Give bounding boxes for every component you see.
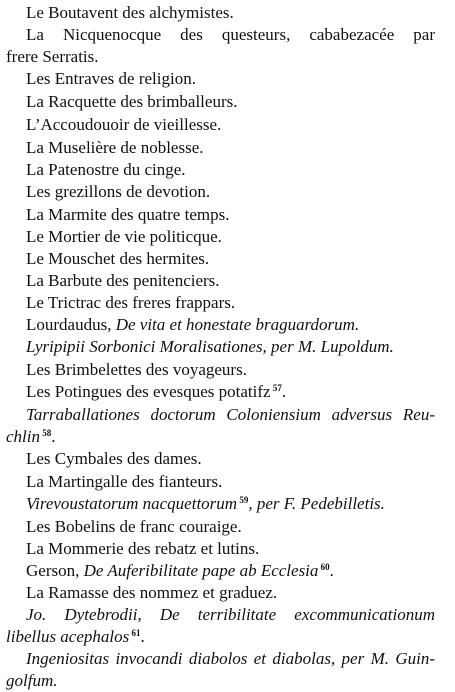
italic-text: , per F. Pedebilletis. — [248, 494, 385, 513]
footnote-ref: 59 — [237, 495, 249, 505]
text-span: Les Potingues des evesques potatifz — [26, 382, 271, 401]
text-span: La Nicquenocque des questeurs, cababezacée par — [26, 25, 435, 44]
list-item — [0, 359, 455, 381]
italic-text: Ingeniositas invocandi diabolos et diabolas, per M. Guin- — [26, 649, 435, 668]
text-span: Le Mortier de vie politicque. — [26, 227, 222, 246]
list-item — [0, 114, 455, 136]
list-item — [0, 516, 455, 538]
text-span: La Marmite des quatre temps. — [26, 205, 230, 224]
text-span: La Ramasse des nommez et graduez. — [26, 583, 278, 602]
list-item — [0, 2, 455, 24]
text-span: Le Trictrac des freres frappars. — [26, 293, 236, 312]
text-span: Lourdaudus, — [26, 315, 116, 334]
list-item — [0, 648, 455, 692]
list-item — [0, 560, 455, 582]
text-span: La Mommerie des rebatz et lutins. — [26, 539, 260, 558]
italic-text: Lyripipii Sorbonici Moralisationes, per M. Lupoldum. — [26, 337, 394, 356]
text-span: La Barbute des penitenciers. — [26, 271, 220, 290]
footnote-ref: 58 — [40, 428, 52, 438]
text-span: . — [140, 627, 145, 646]
italic-text: golfum. — [6, 671, 58, 690]
text-span: Les Brimbelettes des voyageurs. — [26, 360, 247, 379]
entry-continuation — [6, 626, 435, 648]
entry-continuation — [6, 426, 435, 448]
text-span: Les grezillons de devotion. — [26, 182, 211, 201]
italic-text: libellus acephalos — [6, 627, 130, 646]
text-span: Le Mouschet des hermites. — [26, 249, 210, 268]
text-span: . — [281, 382, 287, 401]
list-item — [0, 248, 455, 270]
list-item — [0, 381, 455, 403]
text-span: Les Bobelins de franc couraige. — [26, 517, 242, 536]
list-item — [0, 404, 455, 448]
list-item — [0, 204, 455, 226]
entry-line — [26, 648, 435, 670]
list-item — [0, 159, 455, 181]
list-item — [0, 91, 455, 113]
entry-line — [26, 604, 435, 626]
entry-continuation — [6, 670, 435, 692]
text-span: La Martingalle des fianteurs. — [26, 472, 223, 491]
list-item — [0, 582, 455, 604]
list-item — [0, 471, 455, 493]
text-span: Les Cymbales des dames. — [26, 449, 202, 468]
list-item — [0, 270, 455, 292]
text-span: . — [51, 427, 56, 446]
entry-line — [26, 24, 435, 46]
list-item — [0, 226, 455, 248]
italic-text: Tarraballationes doctorum Coloniensium adversus Reu- — [26, 405, 435, 424]
list-item — [0, 538, 455, 560]
footnote-ref: 61 — [129, 628, 141, 638]
italic-text: De Auferibilitate pape ab Ecclesia — [83, 561, 319, 580]
italic-text: chlin — [6, 427, 40, 446]
text-span: La Racquette des brimballeurs. — [26, 92, 238, 111]
italic-text: Jo. Dytebrodii, De terribilitate excommunicationum — [26, 605, 435, 624]
list-item — [0, 137, 455, 159]
footnote-ref: 60 — [318, 562, 330, 572]
entry-continuation — [6, 46, 435, 68]
list-item — [0, 604, 455, 648]
text-span: Le Boutavent des alchymistes. — [26, 3, 234, 22]
text-span: La Patenostre du cinge. — [26, 160, 186, 179]
text-span: L’Accoudouoir de vieillesse. — [26, 115, 222, 134]
italic-text: Virevoustatorum nacquettorum — [26, 494, 238, 513]
text-span: frere Serratis. — [6, 47, 99, 66]
footnote-ref: 57 — [270, 383, 282, 393]
list-item — [0, 292, 455, 314]
text-span: Les Entraves de religion. — [26, 69, 196, 88]
text-span: Gerson, — [26, 561, 84, 580]
list-item — [0, 314, 455, 336]
list-item — [0, 181, 455, 203]
list-item — [0, 448, 455, 470]
text-span: . — [329, 561, 334, 580]
list-item — [0, 68, 455, 90]
italic-text: De vita et honestate braguardorum. — [115, 315, 360, 334]
list-item — [0, 493, 455, 515]
list-item — [0, 24, 455, 68]
entry-line — [26, 404, 435, 426]
list-item — [0, 336, 455, 358]
text-span: La Muselière de noblesse. — [26, 138, 204, 157]
